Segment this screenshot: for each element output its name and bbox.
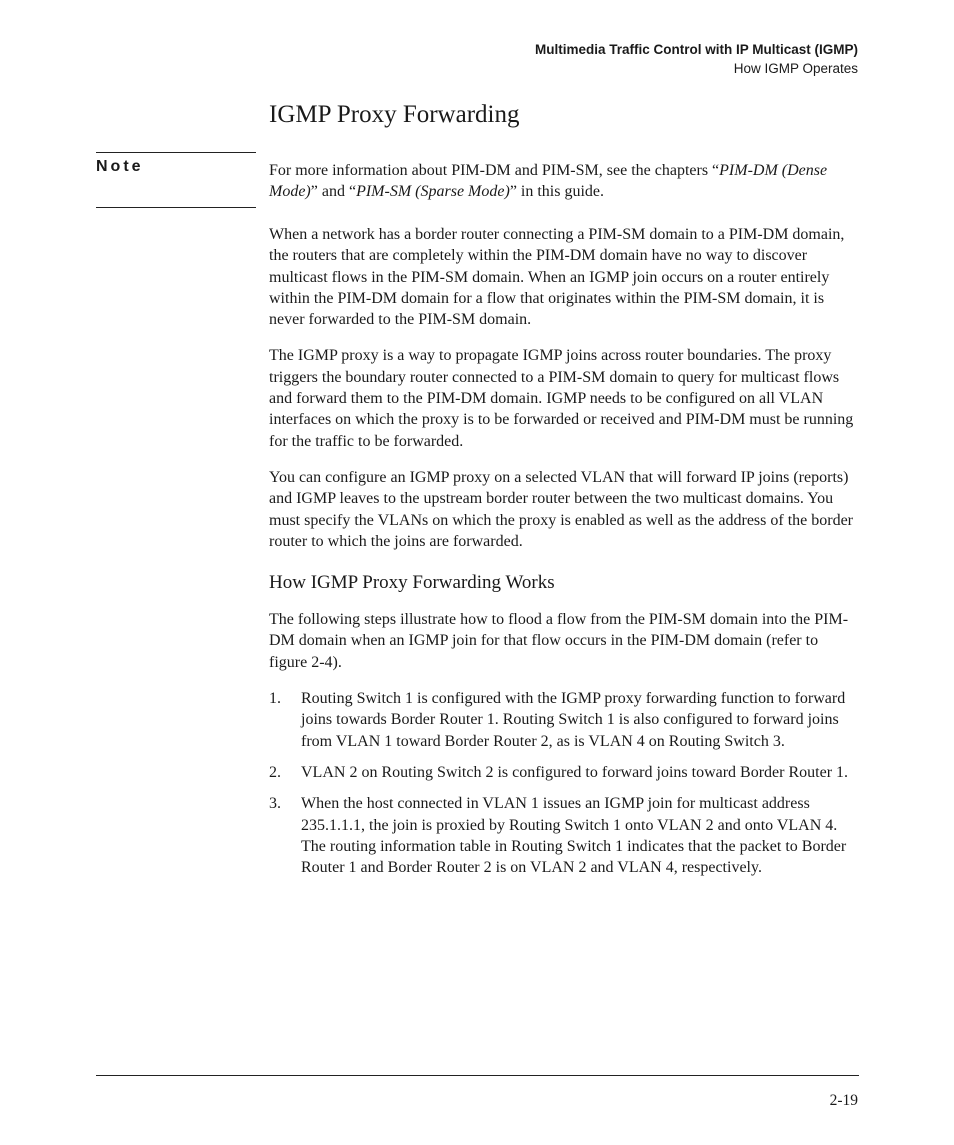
step-text: Routing Switch 1 is configured with the IGMP proxy forwarding function to forward joins towards Border Router 1. Routing Switch 1 is also configured to forward joins from VLAN 1 toward Border Router 2, as is VLAN 4 on Routing Switch 3. bbox=[301, 690, 846, 750]
note-ref-pim-dm: PIM-DM (Dense Mode) bbox=[269, 162, 828, 201]
subsection-intro: The following steps illustrate how to flood a flow from the PIM-SM domain into the PIM-DM domain when an IGMP join for that flow occurs in the PIM-DM domain (refer to figure 2-4). bbox=[269, 611, 849, 671]
footer-rule bbox=[96, 1075, 859, 1076]
step-text: VLAN 2 on Routing Switch 2 is configured to forward joins toward Border Router 1. bbox=[301, 763, 849, 781]
body-content bbox=[269, 224, 859, 888]
note-text-before: For more information about PIM-DM and PIM-SM, see the chapters “ bbox=[269, 162, 720, 179]
header-section-title: How IGMP Operates bbox=[733, 61, 858, 76]
step-text: When the host connected in VLAN 1 issues an IGMP join for multicast address 235.1.1.1, the join is proxied by Routing Switch 1 onto VLAN 2 and onto VLAN 4. The routing information table in Routing Switch 1 indicates that the packet to Border Router 1 and Border Router 2 is on VLAN 2 and VLAN 4, respectively. bbox=[301, 795, 847, 877]
note-ref-pim-sm: PIM-SM (Sparse Mode) bbox=[356, 183, 510, 201]
subsection-heading: How IGMP Proxy Forwarding Works bbox=[269, 572, 555, 594]
list-item bbox=[269, 688, 859, 752]
note-text bbox=[269, 160, 859, 203]
paragraph: When a network has a border router connecting a PIM-SM domain to a PIM-DM domain, the routers that are completely within the PIM-DM domain have no way to discover multicast flows in the PIM-SM domain. When an IGMP join occurs on a router entirely within the PIM-DM domain for a flow that originates within the PIM-SM domain, it is never forwarded to the PIM-SM domain. bbox=[269, 226, 845, 329]
note-bottom-rule bbox=[96, 207, 256, 208]
note-label: Note bbox=[96, 158, 144, 175]
list-item bbox=[269, 793, 859, 878]
header-chapter-title: Multimedia Traffic Control with IP Multicast (IGMP) bbox=[534, 42, 858, 57]
note-text-mid: ” and “ bbox=[310, 183, 357, 201]
running-header bbox=[535, 40, 858, 78]
paragraph: The IGMP proxy is a way to propagate IGMP joins across router boundaries. The proxy triggers the boundary router connected to a PIM-SM domain to query for multicast flows and forward them to the PIM-DM domain. IGMP needs to be configured on all VLAN interfaces on which the proxy is to be forwarded or received and PIM-DM must be running for the traffic to be forwarded. bbox=[269, 347, 854, 450]
section-title: IGMP Proxy Forwarding bbox=[269, 101, 520, 128]
list-item bbox=[269, 762, 859, 783]
paragraph: You can configure an IGMP proxy on a selected VLAN that will forward IP joins (reports) and IGMP leaves to the upstream border router between the two multicast domains. You must specify the VLANs on which the proxy is enabled as well as the address of the border router to which the joins are forwarded. bbox=[269, 468, 854, 550]
step-number: 3. bbox=[269, 795, 281, 813]
steps-list bbox=[269, 688, 859, 878]
note-top-rule bbox=[96, 152, 256, 153]
note-text-after: ” in this guide. bbox=[509, 183, 605, 201]
page-number: 2-19 bbox=[829, 1092, 858, 1109]
step-number: 2. bbox=[269, 763, 281, 781]
step-number: 1. bbox=[269, 690, 281, 708]
